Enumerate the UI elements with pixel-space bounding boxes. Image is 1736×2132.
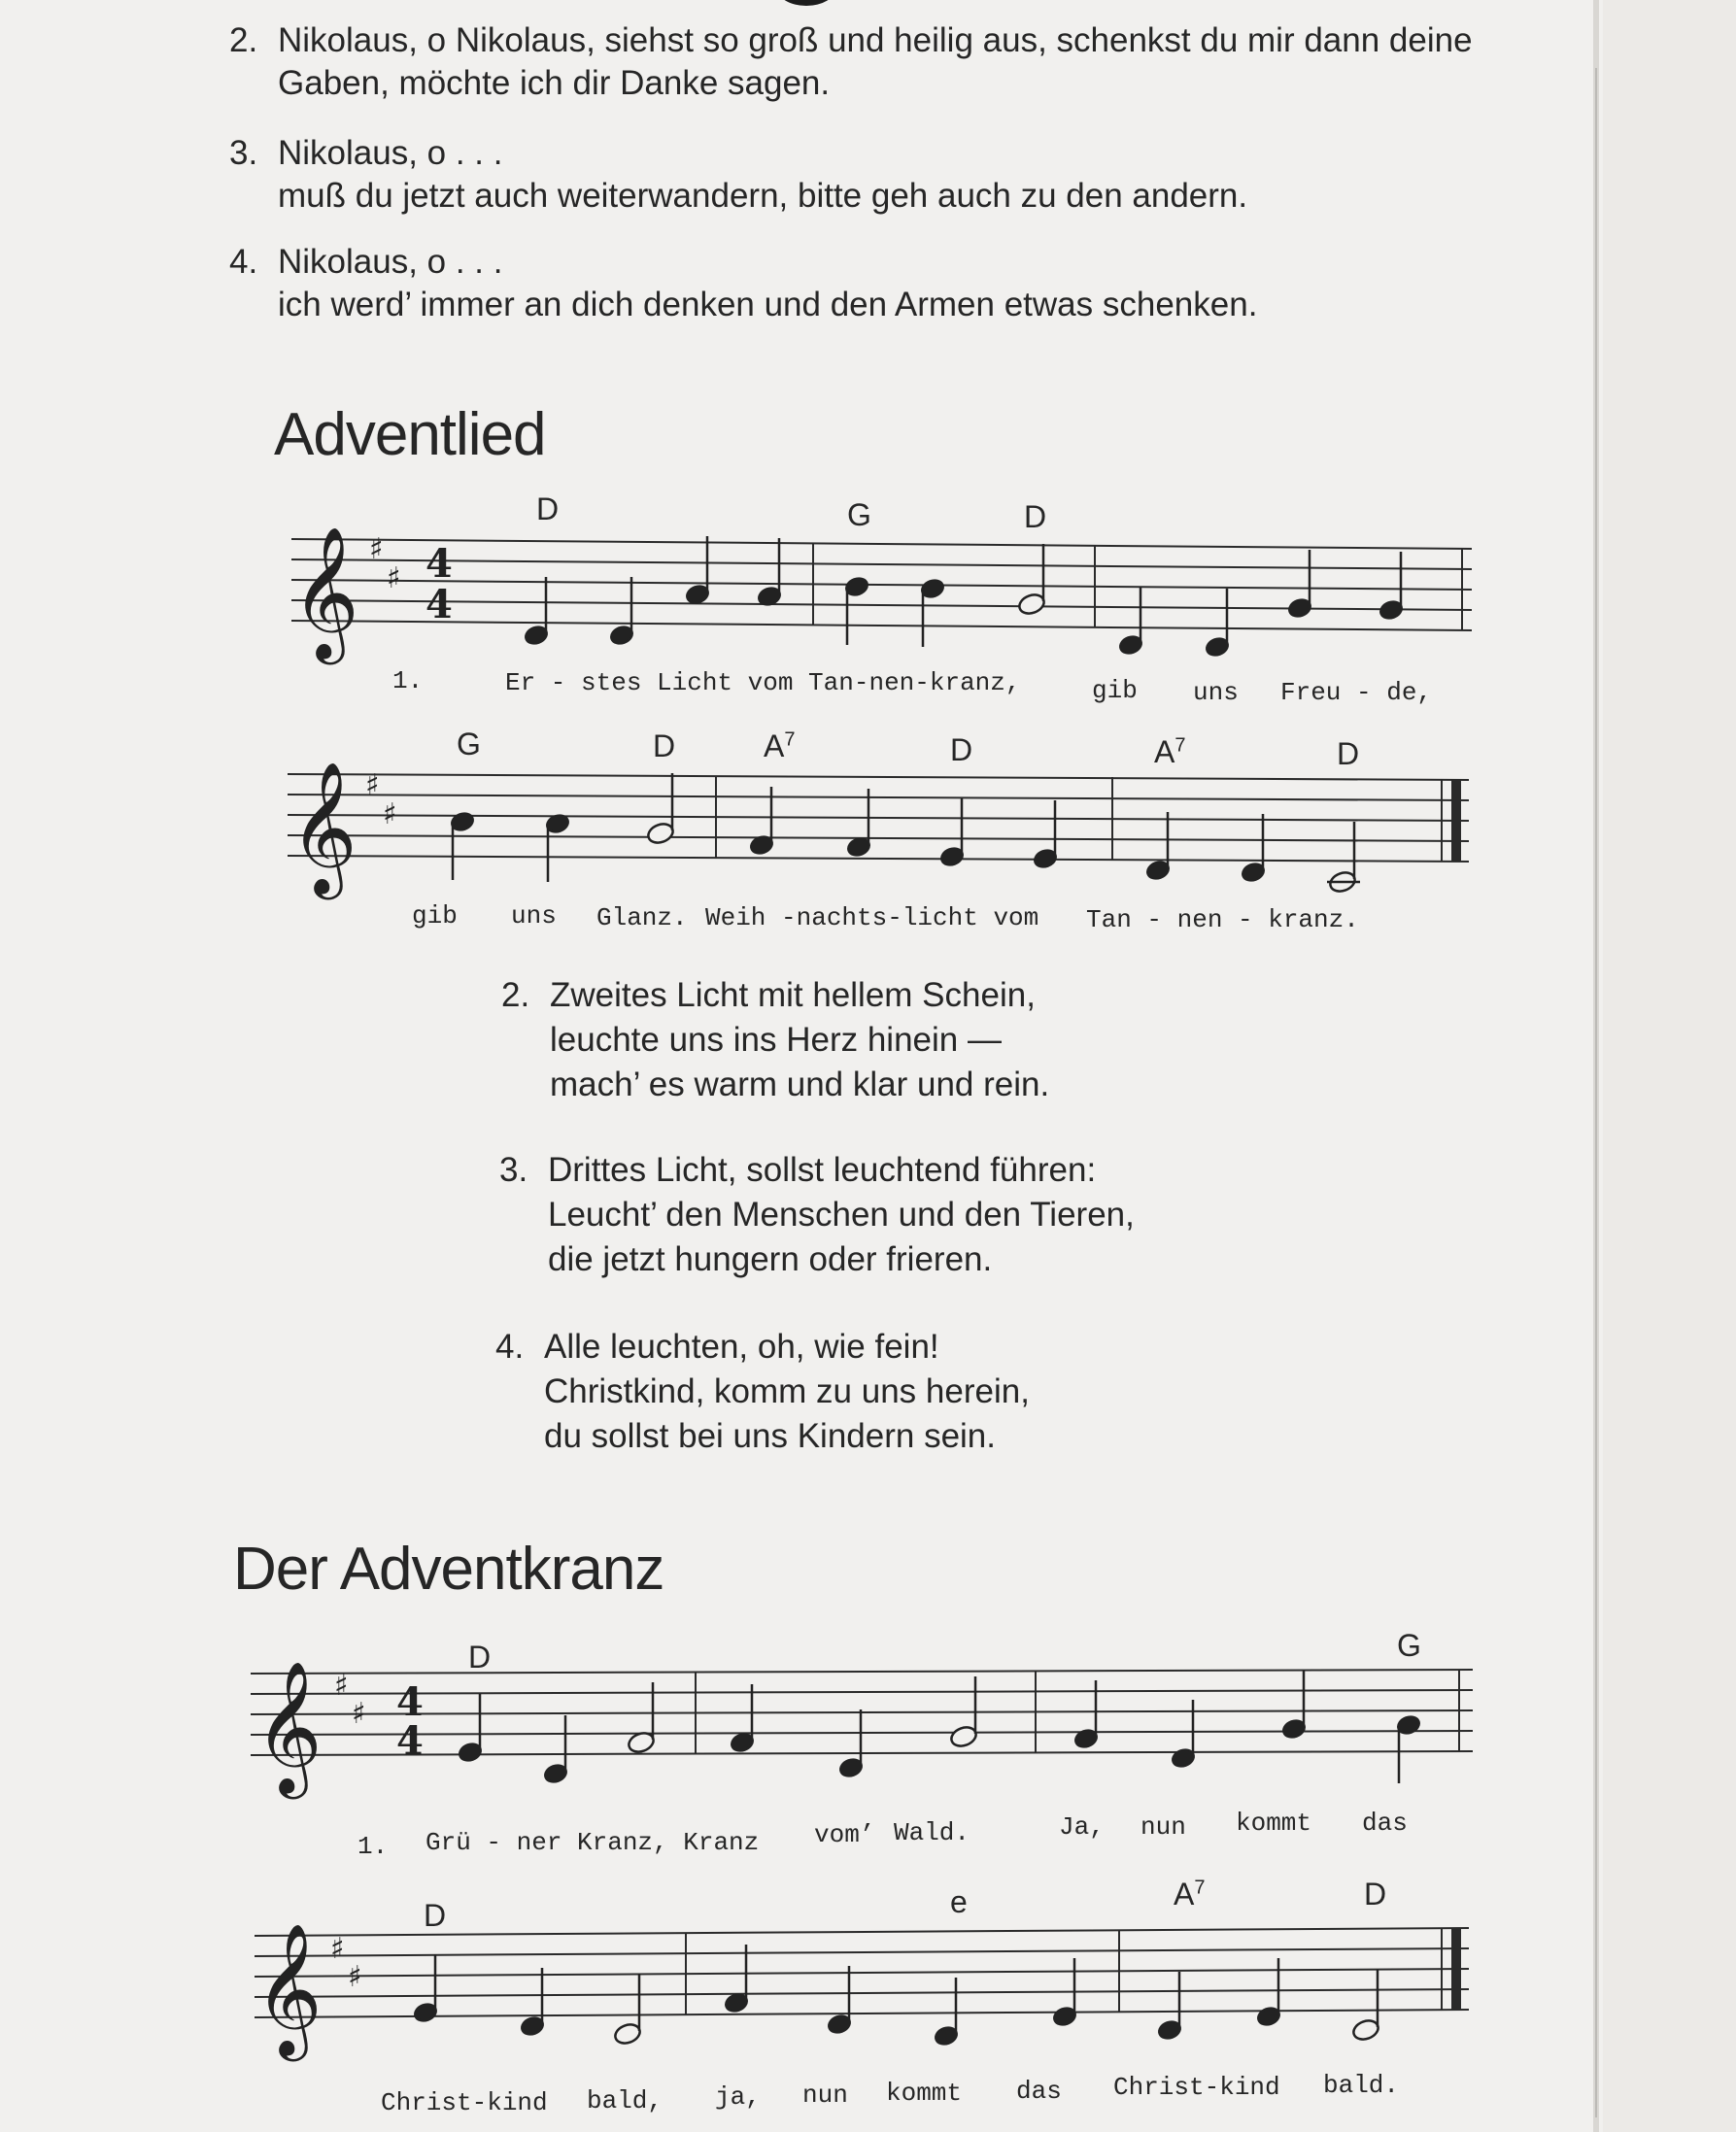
lyric-syllables: Tan - nen - kranz. xyxy=(1086,905,1359,934)
verse-number: 2. xyxy=(501,976,530,1014)
verse-line: Nikolaus, o . . . xyxy=(278,134,503,172)
staff-adventkranz-2 xyxy=(255,1928,1469,2017)
adventlied-verse-2 xyxy=(501,973,1050,1107)
verse-line: Zweites Licht mit hellem Schein, xyxy=(550,976,1036,1014)
chord-symbol: D xyxy=(653,728,676,763)
chord-symbol: G xyxy=(847,497,871,532)
lyric-syllables: Ja, xyxy=(1059,1812,1105,1842)
svg-text:♯: ♯ xyxy=(369,532,384,566)
lyric-syllables: kommt xyxy=(1236,1809,1312,1838)
lyric-syllables: Er - stes Licht vom Tan-nen-kranz, xyxy=(505,668,1021,697)
key-signature-d-major xyxy=(330,1932,362,1994)
lyric-syllables: uns xyxy=(511,901,557,931)
key-signature-d-major xyxy=(365,768,397,831)
verse-line: du sollst bei uns Kindern sein. xyxy=(544,1417,996,1455)
lyric-syllables: Freu - de, xyxy=(1280,678,1433,707)
treble-clef: 𝄞 xyxy=(291,525,359,659)
chord-symbol: G xyxy=(1397,1628,1421,1663)
adventlied-verse-4 xyxy=(495,1325,1030,1459)
chord-symbol xyxy=(1174,1877,1205,1912)
lyric-syllables: Glanz. xyxy=(596,903,688,932)
lyric-syllables: Wald. xyxy=(894,1818,970,1847)
svg-text:♯: ♯ xyxy=(330,1932,345,1966)
verse-number: 4. xyxy=(229,243,258,281)
svg-text:♯: ♯ xyxy=(365,768,380,802)
chord-root: A xyxy=(1154,734,1175,769)
chord-symbol: D xyxy=(1024,499,1047,534)
verse-line: Nikolaus, o Nikolaus, siehst so groß und heilig aus, schenkst du mir dann deine xyxy=(278,21,1473,59)
time-signature-top: 4 xyxy=(396,1679,424,1725)
lyric-syllables: Christ-kind xyxy=(381,2088,548,2117)
verse-line: die jetzt hungern oder frieren. xyxy=(548,1240,993,1278)
verse-line: Leucht’ den Menschen und den Tieren, xyxy=(548,1196,1135,1234)
verse-line: Nikolaus, o . . . xyxy=(278,243,503,281)
lyric-syllables: das xyxy=(1016,2077,1062,2106)
verse-line: Christkind, komm zu uns herein, xyxy=(544,1372,1030,1410)
chord-extension: 7 xyxy=(784,728,796,751)
svg-text:♯: ♯ xyxy=(334,1669,349,1703)
verse-number: 3. xyxy=(229,134,258,172)
notes-adventlied-1 xyxy=(524,536,1404,658)
chord-symbol: D xyxy=(1337,736,1360,771)
lyric-syllables: kommt xyxy=(886,2079,963,2108)
chord-symbol: D xyxy=(536,491,560,526)
chord-symbol: G xyxy=(457,727,481,761)
lyric-syllables: bald. xyxy=(1323,2071,1400,2100)
verse-number: 3. xyxy=(499,1151,528,1189)
svg-text:♯: ♯ xyxy=(383,797,397,831)
time-signature-top: 4 xyxy=(425,541,453,587)
lyric-syllables: gib xyxy=(1092,676,1138,705)
lyric-syllables: gib xyxy=(412,901,458,931)
lyric-syllables: Weih -nachts-licht vom xyxy=(705,903,1039,932)
lyric-syllables: uns xyxy=(1193,678,1239,707)
treble-clef: 𝄞 xyxy=(255,1921,323,2055)
song-title-adventkranz: Der Adventkranz xyxy=(233,1536,664,1603)
notes-adventlied-2 xyxy=(450,773,1360,895)
lyric-syllables: bald, xyxy=(587,2086,664,2115)
key-signature-d-major xyxy=(369,532,401,595)
chord-symbol: D xyxy=(950,732,973,767)
chord-symbol xyxy=(1154,734,1185,770)
notes-adventkranz-1 xyxy=(458,1671,1421,1784)
treble-clef: 𝄞 xyxy=(289,760,357,894)
lyric-syllables: vom’ xyxy=(814,1820,875,1849)
lyric-verse-number: 1. xyxy=(392,666,424,695)
lyric-syllables: das xyxy=(1362,1809,1408,1838)
verse-line: mach’ es warm und klar und rein. xyxy=(550,1066,1050,1103)
chord-symbol xyxy=(764,728,795,764)
verse-line: Alle leuchten, oh, wie fein! xyxy=(544,1328,939,1366)
chord-root: A xyxy=(764,728,785,763)
svg-text:♯: ♯ xyxy=(352,1697,366,1731)
svg-text:♯: ♯ xyxy=(387,561,401,595)
verse-line: Gaben, möchte ich dir Danke sagen. xyxy=(278,64,831,102)
verse-line: ich werd’ immer an dich denken und den Armen etwas schenken. xyxy=(278,286,1258,323)
treble-clef: 𝄞 xyxy=(255,1659,323,1793)
chord-symbol: D xyxy=(468,1640,492,1675)
chord-symbol: D xyxy=(424,1898,447,1933)
verse-number: 4. xyxy=(495,1328,525,1366)
lyric-syllables: ja, xyxy=(715,2082,761,2112)
svg-text:♯: ♯ xyxy=(348,1960,362,1994)
time-signature-bottom: 4 xyxy=(425,582,453,627)
lyric-verse-number: 1. xyxy=(357,1832,389,1861)
chord-symbol: e xyxy=(950,1884,968,1919)
chord-extension: 7 xyxy=(1194,1877,1206,1899)
adventlied-verse-3 xyxy=(499,1148,1135,1282)
lyric-syllables: nun xyxy=(802,2081,848,2110)
lyric-syllables: Grü - ner Kranz, Kranz xyxy=(425,1828,760,1857)
song-title-adventlied: Adventlied xyxy=(274,401,546,468)
verse-line: muß du jetzt auch weiterwandern, bitte geh auch zu den andern. xyxy=(278,177,1248,215)
verse-line: leuchte uns ins Herz hinein — xyxy=(550,1021,1002,1059)
verse-number: 2. xyxy=(229,21,258,59)
lyric-syllables: nun xyxy=(1140,1812,1186,1842)
time-signature-bottom: 4 xyxy=(396,1718,424,1764)
verse-line: Drittes Licht, sollst leuchtend führen: xyxy=(548,1151,1097,1189)
chord-extension: 7 xyxy=(1174,734,1186,757)
lyric-syllables: Christ-kind xyxy=(1113,2073,1280,2102)
key-signature-d-major xyxy=(334,1669,366,1731)
chord-root: A xyxy=(1174,1877,1195,1912)
chord-symbol: D xyxy=(1364,1877,1387,1912)
